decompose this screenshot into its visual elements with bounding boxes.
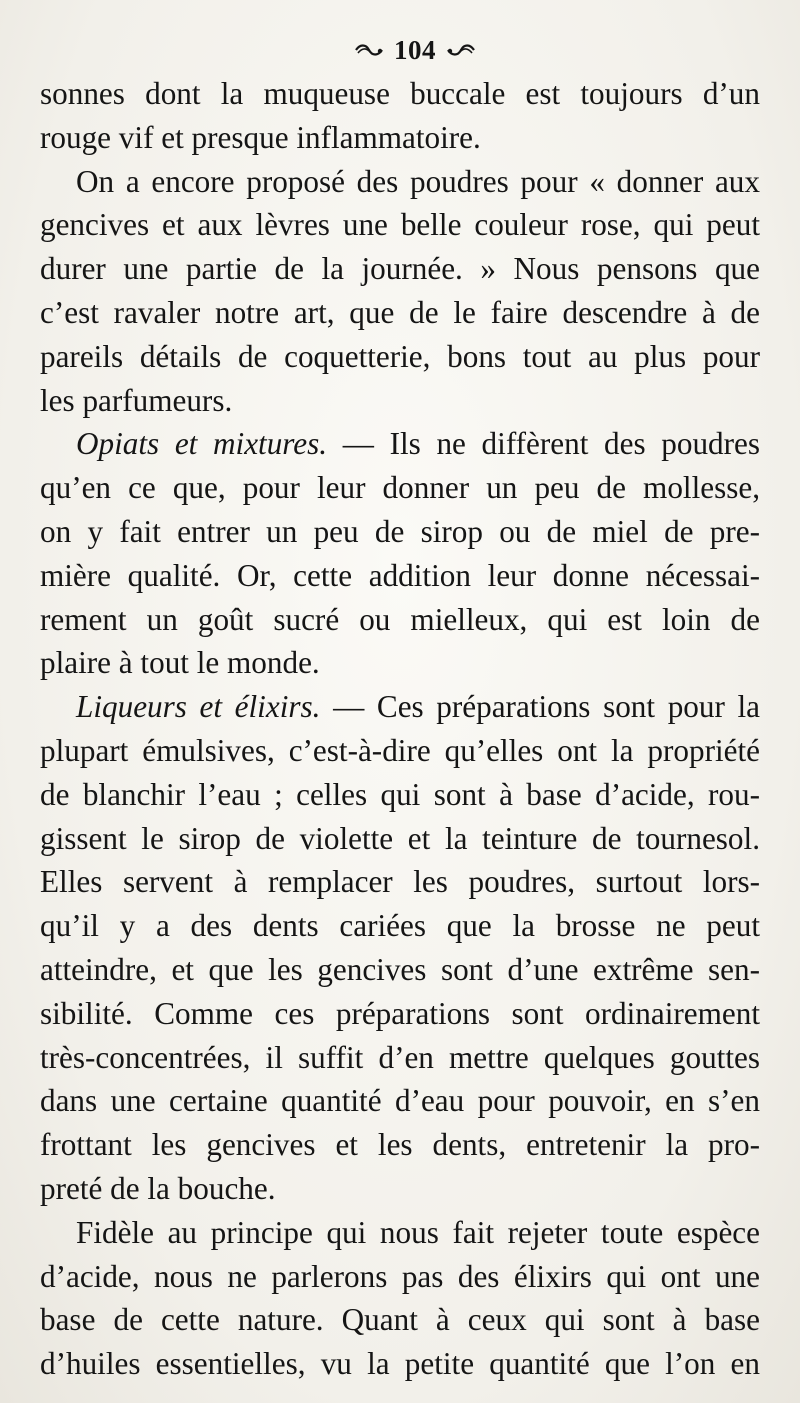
text-line: plupart émulsives, c’est-à-dire qu’elles ont la propriété [40, 732, 760, 768]
text-line: rement un goût sucré ou mielleux, qui est loin de [40, 601, 760, 637]
paragraph [40, 160, 760, 423]
text-line: base de cette nature. Quant à ceux qui sont à base [40, 1302, 760, 1338]
text-line: rouge vif et presque inflammatoire. [40, 119, 481, 155]
page-body [40, 72, 760, 1386]
text-line: atteindre, et que les gencives sont d’une extrême sen- [40, 951, 760, 987]
text-line: On a encore proposé des poudres pour « donner aux [76, 163, 760, 199]
text-line: d’huiles essentielles, vu la petite quantité que l’on en [40, 1346, 760, 1382]
paragraph [40, 422, 760, 685]
text-line-rest: — Ils ne diffèrent des poudres [327, 426, 761, 462]
text-line: pareils détails de coquetterie, bons tout au plus pour [40, 338, 760, 374]
section-rubric: Opiats et mixtures. [76, 426, 328, 462]
text-line: frottant les gencives et les dents, entretenir la pro- [40, 1127, 760, 1163]
text-line: gencives et aux lèvres une belle couleur rose, qui peut [40, 207, 760, 243]
text-line: mière qualité. Or, cette addition leur donne nécessai- [40, 557, 760, 593]
text-line: dans une certaine quantité d’eau pour pouvoir, en s’en [40, 1083, 760, 1119]
text-line: qu’en ce que, pour leur donner un peu de mollesse, [40, 470, 760, 506]
left-fleuron-icon [354, 42, 384, 58]
text-line: c’est ravaler notre art, que de le faire descendre à de [40, 294, 760, 330]
text-line: sibilité. Comme ces préparations sont ordinairement [40, 995, 760, 1031]
page-header [70, 28, 760, 72]
text-line: d’acide, nous ne parlerons pas des élixirs qui ont une [40, 1258, 760, 1294]
section-rubric: Liqueurs et élixirs. [76, 689, 321, 725]
text-line: on y fait entrer un peu de sirop ou de miel de pre- [40, 513, 760, 549]
right-fleuron-icon [446, 42, 476, 58]
text-line: preté de la bouche. [40, 1170, 276, 1206]
text-line: Fidèle au principe qui nous fait rejeter toute espèce [76, 1214, 760, 1250]
text-line [40, 422, 760, 466]
text-line: gissent le sirop de violette et la teinture de tournesol. [40, 820, 760, 856]
text-line: qu’il y a des dents cariées que la brosse ne peut [40, 908, 760, 944]
page-number: 104 [394, 34, 436, 65]
paragraph [40, 685, 760, 1211]
text-line: Elles servent à remplacer les poudres, surtout lors- [40, 864, 760, 900]
text-line-rest: — Ces préparations sont pour la [320, 689, 760, 725]
text-line: de blanchir l’eau ; celles qui sont à base d’acide, rou- [40, 776, 760, 812]
text-line: sonnes dont la muqueuse buccale est toujours d’un [40, 76, 760, 111]
paragraph [40, 1211, 760, 1386]
text-line: plaire à tout le monde. [40, 645, 320, 681]
text-line: très-concentrées, il suffit d’en mettre quelques gouttes [40, 1039, 760, 1075]
text-line [40, 685, 760, 729]
text-line: les parfumeurs. [40, 382, 233, 418]
text-line: durer une partie de la journée. » Nous pensons que [40, 251, 760, 287]
paragraph [40, 72, 760, 160]
